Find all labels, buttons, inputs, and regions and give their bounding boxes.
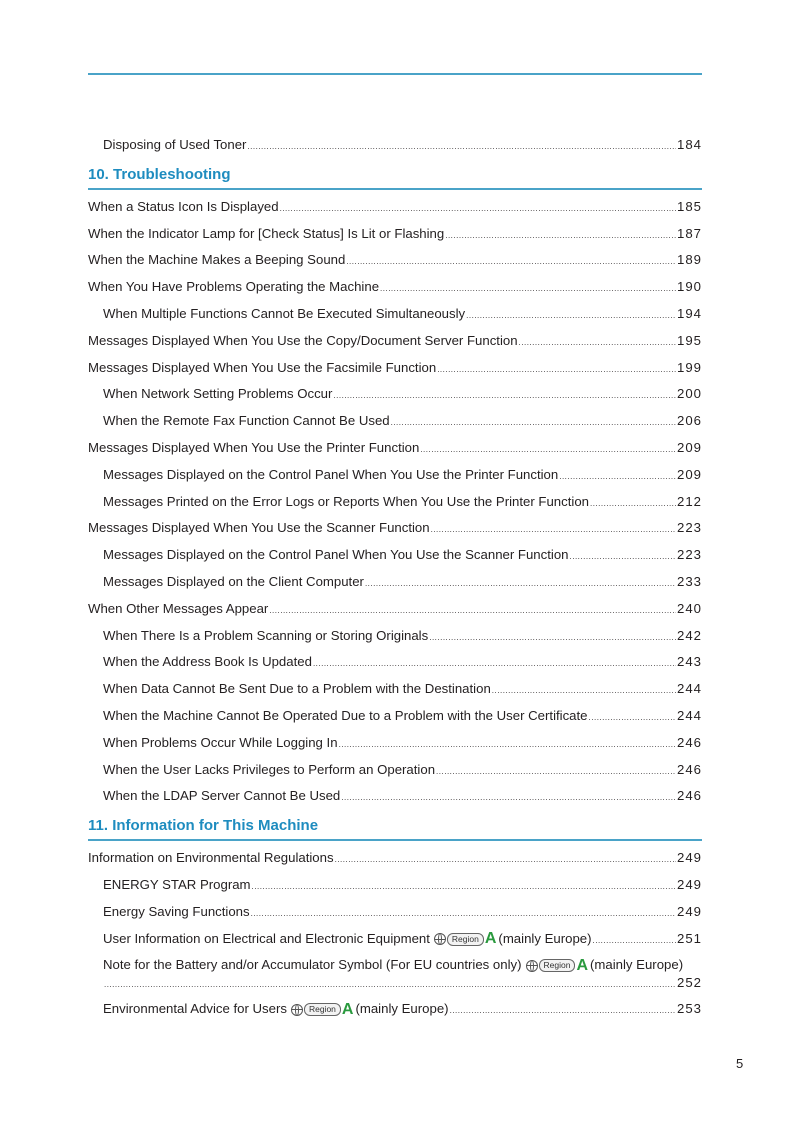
toc-entry-title: Messages Displayed When You Use the Printer Function [88,439,420,455]
leader-dots [466,305,676,325]
toc-entry-page: 243 [676,654,702,670]
header-rule [88,73,702,75]
toc-entry[interactable] [88,435,702,462]
toc-entry-title: When the LDAP Server Cannot Be Used [103,788,341,804]
toc-entry[interactable] [88,845,702,872]
toc-entry-title: Messages Displayed When You Use the Facsimile Function [88,359,437,375]
leader-dots [391,412,676,432]
toc-entry-page: 249 [676,876,702,892]
region-label: Region [304,1003,341,1016]
leader-dots [339,734,676,754]
leader-dots [341,787,676,807]
region-badge [291,1002,354,1018]
leader-dots [365,573,676,593]
toc-subentry[interactable] [88,730,702,757]
toc-entry-title: When Other Messages Appear [88,600,269,616]
toc-subentry[interactable] [88,926,702,953]
toc-entry-page: 209 [676,466,702,482]
toc-subentry[interactable] [88,996,702,1023]
toc-entry-title: When Data Cannot Be Sent Due to a Problem with the Destination [103,681,491,697]
toc-entry-page: 252 [676,975,702,991]
page-number: 5 [736,1056,744,1071]
leader-dots [492,680,676,700]
toc-entry-page: 194 [676,305,702,321]
toc-entry-title: Messages Displayed on the Control Panel When You Use the Printer Function [103,466,559,482]
entry-text: Note for the Battery and/or Accumulator Symbol (For EU countries only) [103,957,522,973]
entry-text: User Information on Electrical and Electronic Equipment [103,930,430,946]
toc-subentry[interactable] [88,381,702,408]
toc-entry-title: When the Machine Cannot Be Operated Due to a Problem with the User Certificate [103,707,588,723]
toc-entry[interactable] [88,247,702,274]
toc-entry-title: Information on Environmental Regulations [88,850,334,866]
leader-dots [380,278,676,298]
toc-entry-page: 251 [676,930,702,946]
table-of-contents [88,132,702,1023]
toc-entry-title: Messages Displayed on the Client Computer [103,573,364,589]
globe-icon [526,960,538,972]
region-suffix: (mainly Europe) [355,1001,449,1017]
toc-subentry[interactable] [88,462,702,489]
toc-entry-title: Messages Displayed on the Control Panel When You Use the Scanner Function [103,547,569,563]
region-badge [434,931,497,947]
toc-entry-page: 249 [676,903,702,919]
leader-dots [589,707,676,727]
toc-entry-page: 199 [676,359,702,375]
toc-entry-title [103,1000,449,1018]
chapter-heading-information[interactable]: 11. Information for This Machine [88,812,702,841]
toc-entry-title: ENERGY STAR Program [103,876,251,892]
toc-entry-page: 212 [676,493,702,509]
region-letter: A [341,1000,354,1018]
toc-entry[interactable] [88,355,702,382]
toc-entry-page: 184 [676,137,702,152]
toc-entry-page: 240 [676,600,702,616]
toc-entry-page: 249 [676,850,702,866]
toc-entry-title: Disposing of Used Toner [103,137,247,152]
globe-icon [434,933,446,945]
toc-entry[interactable] [88,274,702,301]
toc-entry-page: 189 [676,252,702,268]
region-label: Region [447,933,484,946]
toc-entry[interactable] [88,221,702,248]
region-badge [526,958,589,974]
toc-entry-page: 244 [676,681,702,697]
toc-entry-page: 185 [676,198,702,214]
toc-subentry[interactable] [88,899,702,926]
toc-entry-title: When a Status Icon Is Displayed [88,198,279,214]
chapter-heading-troubleshooting[interactable]: 10. Troubleshooting [88,161,702,190]
leader-dots [450,1000,676,1020]
toc-entry-title: When the Machine Makes a Beeping Sound [88,252,346,268]
toc-entry-title: When the Address Book Is Updated [103,654,312,670]
toc-entry[interactable] [88,328,702,355]
leader-dots [335,849,676,869]
toc-entry-title: When Multiple Functions Cannot Be Executed Simultaneously [103,305,466,321]
toc-entry-title: Messages Displayed When You Use the Copy/Document Server Function [88,332,518,348]
toc-entry-title: Messages Printed on the Error Logs or Reports When You Use the Printer Function [103,493,589,509]
toc-entry-title: Messages Displayed When You Use the Scanner Function [88,520,430,536]
toc-entry-page: 200 [676,386,702,402]
toc-entry-disposing-toner[interactable] [88,132,702,159]
leader-dots [431,519,676,539]
toc-entry-page: 244 [676,707,702,723]
region-label: Region [539,959,576,972]
leader-dots [346,251,676,271]
toc-subentry[interactable] [88,489,702,516]
toc-entry-title: When Network Setting Problems Occur [103,386,333,402]
region-suffix: (mainly Europe) [498,930,592,946]
leader-dots [519,332,676,352]
toc-entry-title: When the Remote Fax Function Cannot Be Used [103,413,390,429]
toc-entry-page: 187 [676,225,702,241]
leader-dots [104,974,676,994]
leader-dots [333,385,676,405]
toc-entry-page: 253 [676,1001,702,1017]
leader-dots [280,198,676,218]
toc-entry-page: 195 [676,332,702,348]
leader-dots [429,627,676,647]
entry-text: Environmental Advice for Users [103,1001,287,1017]
leader-dots [251,903,676,923]
toc-entry-page: 246 [676,761,702,777]
toc-entry[interactable] [88,194,702,221]
toc-entry-page: 209 [676,439,702,455]
leader-dots [559,466,676,486]
toc-subentry[interactable] [88,783,702,810]
toc-entry-page: 190 [676,279,702,295]
toc-entry-title: When the Indicator Lamp for [Check Status] Is Lit or Flashing [88,225,445,241]
toc-entry-page: 246 [676,788,702,804]
leader-dots [247,136,676,156]
toc-subentry-wrapped[interactable] [88,952,702,996]
globe-icon [291,1004,303,1016]
toc-entry-page: 233 [676,573,702,589]
leader-dots [593,930,676,950]
toc-entry-page: 223 [676,547,702,563]
region-letter: A [576,956,589,974]
toc-subentry[interactable] [88,872,702,899]
toc-subentry[interactable] [88,703,702,730]
toc-subentry[interactable] [88,569,702,596]
toc-subentry[interactable] [88,676,702,703]
toc-entry-page: 242 [676,627,702,643]
toc-entry-title [103,956,702,974]
toc-entry-title: When the User Lacks Privileges to Perform an Operation [103,761,436,777]
leader-dots [570,546,676,566]
toc-entry-title [103,930,592,948]
leader-dots [590,493,676,513]
toc-subentry[interactable] [88,542,702,569]
toc-subentry[interactable] [88,301,702,328]
toc-entry-page: 206 [676,413,702,429]
toc-entry-title: Energy Saving Functions [103,903,250,919]
leader-dots [436,761,676,781]
leader-dots [252,876,676,896]
toc-entry-page: 246 [676,734,702,750]
region-suffix: (mainly Europe) [590,957,684,973]
toc-subentry[interactable] [88,757,702,784]
region-letter: A [484,930,497,948]
toc-entry-title: When There Is a Problem Scanning or Storing Originals [103,627,429,643]
leader-dots [269,600,676,620]
leader-dots [313,653,676,673]
toc-subentry[interactable] [88,649,702,676]
toc-entry[interactable] [88,596,702,623]
toc-entry-leader-line [103,974,702,994]
leader-dots [437,359,676,379]
toc-entry-title: When Problems Occur While Logging In [103,734,338,750]
toc-entry-page: 223 [676,520,702,536]
toc-entry-title: When You Have Problems Operating the Machine [88,279,380,295]
toc-subentry[interactable] [88,623,702,650]
leader-dots [420,439,676,459]
leader-dots [445,225,676,245]
toc-subentry[interactable] [88,408,702,435]
toc-entry[interactable] [88,515,702,542]
